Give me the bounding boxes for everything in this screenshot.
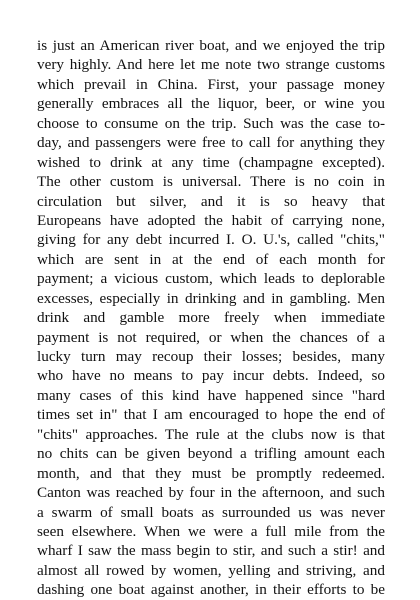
page-body xyxy=(37,36,385,600)
text-line: day, and passengers were free to call for anything they xyxy=(37,134,385,152)
text-line: a swarm of small boats as surrounded us was never xyxy=(37,503,385,521)
text-line: no chits can be given beyond a trifling amount each xyxy=(37,445,385,463)
text-line: drink and gamble more freely when immediate xyxy=(37,309,385,327)
text-line: "chits" approaches. The rule at the clubs now is that xyxy=(37,425,385,443)
text-line: times set in" that I am encouraged to hope the end of xyxy=(37,406,385,424)
text-line: generally embraces all the liquor, beer, or wine you xyxy=(37,95,385,113)
text-line: wished to drink at any time (champagne excepted). xyxy=(37,153,385,171)
text-line: payment; a vicious custom, which leads to deplorable xyxy=(37,270,385,288)
text-line: giving for any debt incurred I. O. U.'s, called "chits," xyxy=(37,231,385,249)
text-line: is just an American river boat, and we enjoyed the trip xyxy=(37,37,385,54)
text-line: which are sent in at the end of each month for xyxy=(37,250,385,268)
text-line: many cases of this kind have happened since "hard xyxy=(37,386,385,404)
text-line: seen elsewhere. When we were a full mile from the xyxy=(37,522,385,540)
text-line: Canton was reached by four in the afternoon, and such xyxy=(37,484,385,502)
text-line: almost all rowed by women, yelling and striving, and xyxy=(37,561,385,579)
text-line: very highly. And here let me note two strange customs xyxy=(37,56,385,74)
text-line: payment is not required, or when the chances of a xyxy=(37,328,385,346)
text-line: excesses, especially in drinking and in gambling. Men xyxy=(37,289,385,307)
text-line: circulation but silver, and it is so heavy that xyxy=(37,192,385,210)
text-line: who have no means to pay incur debts. Indeed, so xyxy=(37,367,385,385)
text-line: wharf I saw the mass begin to stir, and such a stir! and xyxy=(37,542,385,560)
text-line: month, and that they must be promptly redeemed. xyxy=(37,464,385,482)
text-line: choose to consume on the trip. Such was the case to- xyxy=(37,114,385,132)
text-line: The other custom is universal. There is no coin in xyxy=(37,173,385,191)
text-line: Europeans have adopted the habit of carrying none, xyxy=(37,211,385,229)
text-line: dashing one boat against another, in their efforts to be xyxy=(37,581,385,599)
text-line: lucky turn may recoup their losses; besides, many xyxy=(37,348,385,365)
text-line: which prevail in China. First, your passage money xyxy=(37,75,385,93)
